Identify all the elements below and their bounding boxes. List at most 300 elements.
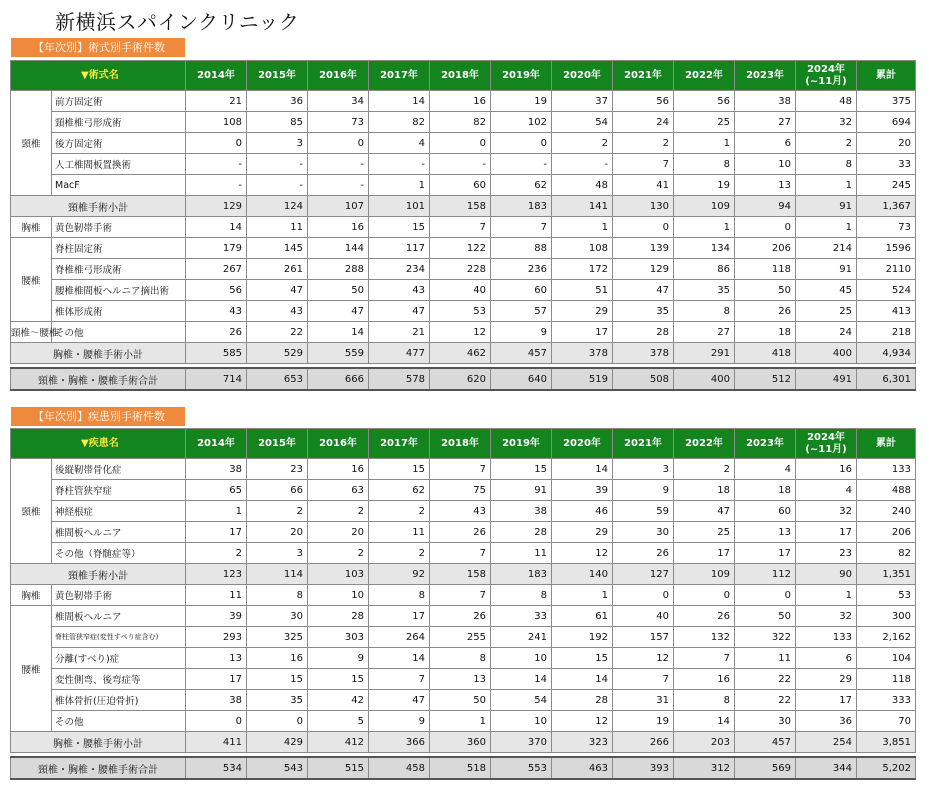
- value-cell: 255: [430, 627, 491, 648]
- year-header-line1: 2024年: [807, 63, 845, 75]
- value-cell: -: [186, 154, 247, 175]
- value-cell: 293: [186, 627, 247, 648]
- value-cell: 82: [369, 112, 430, 133]
- value-cell: 13: [735, 175, 796, 196]
- subtotal-cell: 114: [247, 564, 308, 585]
- value-cell: 36: [796, 711, 857, 732]
- grand-total-label: 頸椎・胸椎・腰椎手術合計: [11, 368, 186, 390]
- value-cell: 47: [674, 501, 735, 522]
- value-cell: 0: [430, 133, 491, 154]
- value-cell: 1: [674, 133, 735, 154]
- grand-total-cell: 312: [674, 757, 735, 779]
- value-cell: 32: [796, 112, 857, 133]
- value-cell: 35: [674, 280, 735, 301]
- year-header: 2022年: [674, 61, 735, 91]
- value-cell: 4: [735, 459, 796, 480]
- value-cell: 157: [613, 627, 674, 648]
- value-cell: 144: [308, 238, 369, 259]
- procedures-table: [10, 60, 916, 391]
- table-row: [11, 217, 916, 238]
- subtotal-cell: 103: [308, 564, 369, 585]
- value-cell: 48: [552, 175, 613, 196]
- value-cell: 6: [735, 133, 796, 154]
- subtotal-row: [11, 196, 916, 217]
- value-cell: 24: [613, 112, 674, 133]
- value-cell: 14: [186, 217, 247, 238]
- table-row: [11, 585, 916, 606]
- value-cell: 4: [369, 133, 430, 154]
- region-label: 頸椎～腰椎: [11, 322, 52, 343]
- value-cell: 9: [613, 480, 674, 501]
- grand-total-cell: 491: [796, 368, 857, 390]
- total-header: 累計: [857, 429, 916, 459]
- subtotal-cell: 129: [186, 196, 247, 217]
- value-cell: 27: [735, 112, 796, 133]
- grand-total-cell: 5,202: [857, 757, 916, 779]
- value-cell: 117: [369, 238, 430, 259]
- header-row: [11, 61, 916, 91]
- value-cell: 73: [308, 112, 369, 133]
- grand-total-cell: 512: [735, 368, 796, 390]
- grand-total-cell: 569: [735, 757, 796, 779]
- value-cell: 0: [247, 711, 308, 732]
- value-cell: 145: [247, 238, 308, 259]
- value-cell: 39: [186, 606, 247, 627]
- value-cell: 0: [735, 217, 796, 238]
- year-header: 2019年: [491, 429, 552, 459]
- value-cell: 0: [613, 585, 674, 606]
- grand-total-cell: 344: [796, 757, 857, 779]
- value-cell: 25: [674, 522, 735, 543]
- subtotal-cell: 266: [613, 732, 674, 753]
- value-cell: 25: [674, 112, 735, 133]
- value-cell: 325: [247, 627, 308, 648]
- region-label: 胸椎: [11, 585, 52, 606]
- value-cell: 32: [796, 606, 857, 627]
- value-cell: 264: [369, 627, 430, 648]
- grand-total-cell: 463: [552, 757, 613, 779]
- value-cell: 33: [857, 154, 916, 175]
- value-cell: -: [491, 154, 552, 175]
- value-cell: 122: [430, 238, 491, 259]
- grand-total-cell: 508: [613, 368, 674, 390]
- value-cell: 18: [674, 480, 735, 501]
- value-cell: 12: [613, 648, 674, 669]
- subtotal-cell: 140: [552, 564, 613, 585]
- row-name: 脊柱管狭窄症(変性すべり症含む): [52, 627, 186, 648]
- region-label: 腰椎: [11, 238, 52, 322]
- row-name: 後縦靭帯骨化症: [52, 459, 186, 480]
- grand-total-cell: 578: [369, 368, 430, 390]
- value-cell: 26: [735, 301, 796, 322]
- subtotal-cell: 559: [308, 343, 369, 364]
- year-header: 2020年: [552, 61, 613, 91]
- value-cell: 7: [430, 217, 491, 238]
- subtotal-cell: 183: [491, 196, 552, 217]
- subtotal-cell: 400: [796, 343, 857, 364]
- subtotal-label: 胸椎・腰椎手術小計: [11, 343, 186, 364]
- value-cell: 22: [247, 322, 308, 343]
- value-cell: 0: [308, 133, 369, 154]
- value-cell: 333: [857, 690, 916, 711]
- value-cell: 1: [552, 585, 613, 606]
- value-cell: 38: [491, 501, 552, 522]
- table-row: [11, 648, 916, 669]
- value-cell: 267: [186, 259, 247, 280]
- value-cell: 139: [613, 238, 674, 259]
- value-cell: 39: [552, 480, 613, 501]
- value-cell: 30: [735, 711, 796, 732]
- value-cell: 9: [308, 648, 369, 669]
- value-cell: 9: [369, 711, 430, 732]
- grand-total-cell: 543: [247, 757, 308, 779]
- value-cell: 8: [491, 585, 552, 606]
- value-cell: 5: [308, 711, 369, 732]
- value-cell: 14: [369, 648, 430, 669]
- value-cell: 14: [369, 91, 430, 112]
- value-cell: 2: [308, 501, 369, 522]
- table-row: [11, 91, 916, 112]
- value-cell: 16: [796, 459, 857, 480]
- value-cell: 28: [552, 690, 613, 711]
- value-cell: 20: [857, 133, 916, 154]
- grand-total-cell: 515: [308, 757, 369, 779]
- value-cell: 53: [430, 301, 491, 322]
- year-header: 2017年: [369, 429, 430, 459]
- value-cell: 11: [491, 543, 552, 564]
- value-cell: 7: [613, 669, 674, 690]
- row-name: 後方固定術: [52, 133, 186, 154]
- value-cell: 29: [552, 522, 613, 543]
- value-cell: 66: [247, 480, 308, 501]
- value-cell: 50: [735, 280, 796, 301]
- value-cell: 11: [247, 217, 308, 238]
- value-cell: 2: [674, 459, 735, 480]
- value-cell: 234: [369, 259, 430, 280]
- value-cell: 0: [674, 585, 735, 606]
- value-cell: 82: [857, 543, 916, 564]
- subtotal-label: 胸椎・腰椎手術小計: [11, 732, 186, 753]
- value-cell: 38: [186, 690, 247, 711]
- value-cell: 86: [674, 259, 735, 280]
- value-cell: 18: [735, 322, 796, 343]
- value-cell: 1: [552, 217, 613, 238]
- value-cell: 85: [247, 112, 308, 133]
- value-cell: 129: [613, 259, 674, 280]
- value-cell: 34: [308, 91, 369, 112]
- value-cell: 30: [613, 522, 674, 543]
- subtotal-cell: 477: [369, 343, 430, 364]
- value-cell: 192: [552, 627, 613, 648]
- value-cell: 50: [430, 690, 491, 711]
- subtotal-label: 頸椎手術小計: [11, 564, 186, 585]
- subtotal-cell: 92: [369, 564, 430, 585]
- value-cell: 206: [735, 238, 796, 259]
- table-row: [11, 669, 916, 690]
- table-row: [11, 112, 916, 133]
- row-name: その他: [52, 711, 186, 732]
- value-cell: 14: [491, 669, 552, 690]
- value-cell: 13: [735, 522, 796, 543]
- value-cell: 8: [674, 301, 735, 322]
- value-cell: 47: [369, 301, 430, 322]
- subtotal-cell: 411: [186, 732, 247, 753]
- value-cell: 14: [308, 322, 369, 343]
- value-cell: 63: [308, 480, 369, 501]
- value-cell: 11: [369, 522, 430, 543]
- value-cell: 1596: [857, 238, 916, 259]
- value-cell: 375: [857, 91, 916, 112]
- value-cell: 2: [613, 133, 674, 154]
- region-label: 頸椎: [11, 91, 52, 196]
- value-cell: 17: [735, 543, 796, 564]
- value-cell: 16: [308, 217, 369, 238]
- value-cell: 56: [186, 280, 247, 301]
- value-cell: 118: [735, 259, 796, 280]
- year-header: 2022年: [674, 429, 735, 459]
- year-header: 2017年: [369, 61, 430, 91]
- table-row: [11, 522, 916, 543]
- year-header: 2023年: [735, 61, 796, 91]
- value-cell: 26: [430, 606, 491, 627]
- value-cell: 133: [857, 459, 916, 480]
- value-cell: 2: [552, 133, 613, 154]
- value-cell: 11: [735, 648, 796, 669]
- value-cell: 15: [247, 669, 308, 690]
- table-row: [11, 627, 916, 648]
- value-cell: 43: [186, 301, 247, 322]
- value-cell: -: [247, 154, 308, 175]
- value-cell: 7: [613, 154, 674, 175]
- value-cell: 218: [857, 322, 916, 343]
- value-cell: 322: [735, 627, 796, 648]
- value-cell: 15: [369, 217, 430, 238]
- subtotal-cell: 412: [308, 732, 369, 753]
- value-cell: 15: [369, 459, 430, 480]
- grand-total-cell: 553: [491, 757, 552, 779]
- subtotal-cell: 101: [369, 196, 430, 217]
- subtotal-cell: 124: [247, 196, 308, 217]
- value-cell: 31: [613, 690, 674, 711]
- subtotal-cell: 370: [491, 732, 552, 753]
- value-cell: -: [247, 175, 308, 196]
- subtotal-cell: 323: [552, 732, 613, 753]
- table-row: [11, 543, 916, 564]
- value-cell: 13: [186, 648, 247, 669]
- value-cell: 56: [613, 91, 674, 112]
- diseases-table: [10, 428, 916, 780]
- table-row: [11, 259, 916, 280]
- table-row: [11, 154, 916, 175]
- value-cell: 50: [735, 606, 796, 627]
- subtotal-cell: 585: [186, 343, 247, 364]
- value-cell: 16: [308, 459, 369, 480]
- value-cell: 43: [430, 501, 491, 522]
- value-cell: 29: [552, 301, 613, 322]
- year-header-line1: 2024年: [807, 431, 845, 443]
- year-header: 2014年: [186, 429, 247, 459]
- value-cell: 7: [430, 543, 491, 564]
- value-cell: 1: [674, 217, 735, 238]
- year-header: 2019年: [491, 61, 552, 91]
- value-cell: 40: [613, 606, 674, 627]
- subtotal-cell: 158: [430, 196, 491, 217]
- subtotal-cell: 457: [491, 343, 552, 364]
- value-cell: -: [308, 175, 369, 196]
- value-cell: 91: [491, 480, 552, 501]
- value-cell: 2: [796, 133, 857, 154]
- value-cell: 413: [857, 301, 916, 322]
- value-cell: 14: [552, 459, 613, 480]
- total-header: 累計: [857, 61, 916, 91]
- value-cell: 19: [491, 91, 552, 112]
- value-cell: 25: [796, 301, 857, 322]
- year-header: 2021年: [613, 61, 674, 91]
- value-cell: 2: [186, 543, 247, 564]
- value-cell: 13: [430, 669, 491, 690]
- value-cell: 1: [186, 501, 247, 522]
- table-row: [11, 301, 916, 322]
- value-cell: 60: [491, 280, 552, 301]
- subtotal-cell: 1,367: [857, 196, 916, 217]
- value-cell: 1: [369, 175, 430, 196]
- region-label: 胸椎: [11, 217, 52, 238]
- value-cell: 47: [613, 280, 674, 301]
- value-cell: 108: [186, 112, 247, 133]
- table-row: [11, 238, 916, 259]
- row-name: 椎間板ヘルニア: [52, 606, 186, 627]
- year-header: 2015年: [247, 61, 308, 91]
- year-header: 2014年: [186, 61, 247, 91]
- value-cell: 11: [186, 585, 247, 606]
- value-cell: 61: [552, 606, 613, 627]
- value-cell: 19: [674, 175, 735, 196]
- value-cell: 82: [430, 112, 491, 133]
- value-cell: 3: [247, 133, 308, 154]
- value-cell: 20: [308, 522, 369, 543]
- row-name: 変性側弯、後弯症等: [52, 669, 186, 690]
- value-cell: 35: [247, 690, 308, 711]
- subtotal-cell: 429: [247, 732, 308, 753]
- value-cell: 4: [796, 480, 857, 501]
- value-cell: 16: [674, 669, 735, 690]
- value-cell: 694: [857, 112, 916, 133]
- grand-total-cell: 458: [369, 757, 430, 779]
- grand-total-cell: 519: [552, 368, 613, 390]
- value-cell: 26: [674, 606, 735, 627]
- row-name: 頸椎椎弓形成術: [52, 112, 186, 133]
- subtotal-cell: 94: [735, 196, 796, 217]
- subtotal-row: [11, 732, 916, 753]
- value-cell: 3: [247, 543, 308, 564]
- value-cell: 10: [491, 711, 552, 732]
- value-cell: 23: [796, 543, 857, 564]
- grand-total-cell: 6,301: [857, 368, 916, 390]
- value-cell: 108: [552, 238, 613, 259]
- table-row: [11, 606, 916, 627]
- value-cell: 26: [430, 522, 491, 543]
- value-cell: 23: [247, 459, 308, 480]
- year-header: 2016年: [308, 61, 369, 91]
- year-header-2024: [796, 429, 857, 459]
- value-cell: 46: [552, 501, 613, 522]
- value-cell: 35: [613, 301, 674, 322]
- value-cell: 56: [674, 91, 735, 112]
- value-cell: 17: [796, 690, 857, 711]
- value-cell: 228: [430, 259, 491, 280]
- value-cell: 88: [491, 238, 552, 259]
- value-cell: 2110: [857, 259, 916, 280]
- row-name: 脊柱固定術: [52, 238, 186, 259]
- value-cell: 22: [735, 669, 796, 690]
- row-name: 前方固定術: [52, 91, 186, 112]
- value-cell: 8: [247, 585, 308, 606]
- value-cell: 38: [186, 459, 247, 480]
- grand-total-cell: 653: [247, 368, 308, 390]
- region-label: 頸椎: [11, 459, 52, 564]
- value-cell: 21: [369, 322, 430, 343]
- value-cell: 102: [491, 112, 552, 133]
- value-cell: 45: [796, 280, 857, 301]
- value-cell: -: [308, 154, 369, 175]
- value-cell: 17: [186, 522, 247, 543]
- value-cell: 0: [186, 133, 247, 154]
- value-cell: 32: [796, 501, 857, 522]
- value-cell: 47: [308, 301, 369, 322]
- page-title: 新横浜スパインクリニック: [55, 10, 300, 34]
- table-row: [11, 459, 916, 480]
- value-cell: 241: [491, 627, 552, 648]
- year-header: 2021年: [613, 429, 674, 459]
- subtotal-cell: 3,851: [857, 732, 916, 753]
- value-cell: -: [186, 175, 247, 196]
- value-cell: 60: [735, 501, 796, 522]
- year-header: 2015年: [247, 429, 308, 459]
- value-cell: 488: [857, 480, 916, 501]
- value-cell: 179: [186, 238, 247, 259]
- value-cell: 15: [308, 669, 369, 690]
- value-cell: 0: [735, 585, 796, 606]
- region-label: 腰椎: [11, 606, 52, 732]
- row-name: 神経根症: [52, 501, 186, 522]
- value-cell: 7: [430, 585, 491, 606]
- value-cell: 18: [735, 480, 796, 501]
- value-cell: 10: [308, 585, 369, 606]
- value-cell: 24: [796, 322, 857, 343]
- grand-total-cell: 714: [186, 368, 247, 390]
- value-cell: 14: [552, 669, 613, 690]
- subtotal-row: [11, 343, 916, 364]
- subtotal-cell: 418: [735, 343, 796, 364]
- row-name: 椎体形成術: [52, 301, 186, 322]
- year-header: 2018年: [430, 429, 491, 459]
- table-row: [11, 501, 916, 522]
- subtotal-cell: 203: [674, 732, 735, 753]
- value-cell: 47: [369, 690, 430, 711]
- value-cell: 16: [247, 648, 308, 669]
- value-cell: 8: [796, 154, 857, 175]
- value-cell: 245: [857, 175, 916, 196]
- value-cell: 30: [247, 606, 308, 627]
- value-cell: 26: [186, 322, 247, 343]
- table-row: [11, 175, 916, 196]
- value-cell: 48: [796, 91, 857, 112]
- grand-total-row: [11, 757, 916, 779]
- value-cell: 1: [796, 175, 857, 196]
- row-name: 黄色靭帯手術: [52, 585, 186, 606]
- value-cell: 6: [796, 648, 857, 669]
- value-cell: 172: [552, 259, 613, 280]
